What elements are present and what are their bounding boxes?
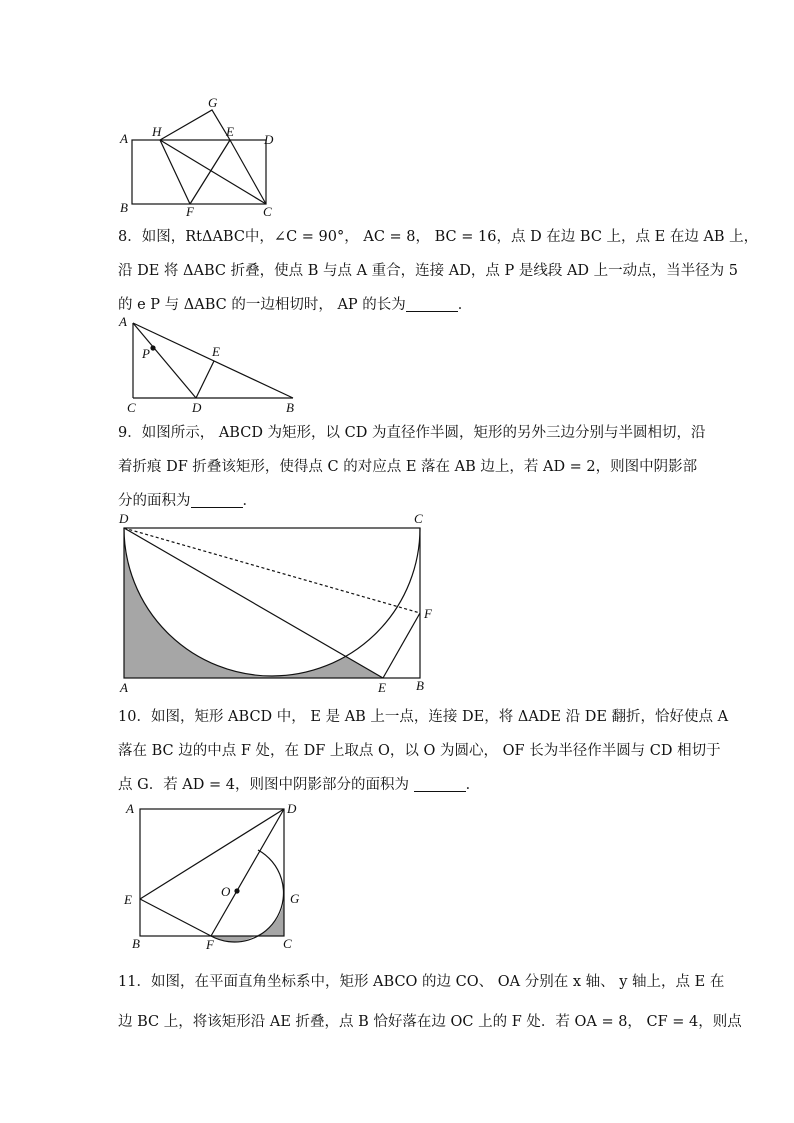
label-c: C <box>283 936 292 951</box>
label-e: E <box>212 344 220 359</box>
q9-line-2: 着折痕 DF 折叠该矩形，使得点 C 的对应点 E 落在 AB 边上，若 AD = 2，则图中阴影部 <box>118 459 698 475</box>
q11-line-1: 11．如图，在平面直角坐标系中，矩形 ABCO 的边 CO、 OA 分别在 x 轴、 y 轴上，点 E 在 <box>118 974 725 990</box>
q9-line-1: 9．如图所示， ABCD 为矩形，以 CD 为直径作半圆，矩形的另外三边分别与半圆相切，沿 <box>118 425 706 441</box>
point-o <box>234 888 239 893</box>
label-f: F <box>206 937 214 952</box>
segment-ef <box>190 140 230 204</box>
label-a: A <box>120 680 128 695</box>
figure-q8 <box>110 314 310 416</box>
label-f: F <box>186 204 194 219</box>
question-9 <box>118 416 706 518</box>
rectangle-abcd <box>132 140 266 204</box>
figure-q10 <box>110 796 310 956</box>
q8-line-3-end: ． <box>457 297 473 313</box>
segment-ec <box>230 140 266 204</box>
segment-ed <box>140 809 284 899</box>
label-c: C <box>263 204 272 219</box>
answer-blank-q10 <box>414 777 466 792</box>
segment-fd <box>211 809 284 936</box>
figure-q7-svg <box>110 94 280 224</box>
q10-line-3-text: 点 G．若 AD = 4，则图中阴影部分的面积为 <box>118 777 414 793</box>
label-g: G <box>290 891 300 906</box>
fold-triangle-hge <box>160 110 230 140</box>
label-a: A <box>120 131 128 146</box>
answer-blank-q9 <box>191 493 243 508</box>
label-o: O <box>221 884 231 899</box>
fold-line-df <box>124 528 420 613</box>
label-g: G <box>208 95 218 110</box>
segment-hc <box>160 140 266 204</box>
label-d: D <box>287 801 297 816</box>
figure-q9 <box>110 508 440 698</box>
figure-q9-svg <box>110 508 440 698</box>
q8-line-2: 沿 DE 将 ΔABC 折叠，使点 B 与点 A 重合，连接 AD，点 P 是线段 AD 上一动点，当半径为 5 <box>118 263 738 279</box>
q10-line-1: 10．如图，矩形 ABCD 中， E 是 AB 上一点，连接 DE，将 ΔADE 沿 DE 翻折，恰好使点 A <box>118 709 729 725</box>
question-11 <box>118 962 742 1042</box>
q9-line-3-end: ． <box>242 493 257 509</box>
label-b: B <box>286 400 294 415</box>
question-10 <box>118 700 729 802</box>
label-d: D <box>264 132 274 147</box>
label-e: E <box>378 680 386 695</box>
label-e: E <box>124 892 132 907</box>
segment-ef <box>383 613 420 678</box>
label-b: B <box>416 678 424 693</box>
label-f: F <box>424 606 432 621</box>
label-c: C <box>414 511 423 526</box>
rectangle-abcd <box>140 809 284 936</box>
q10-line-3-end: ． <box>465 777 481 793</box>
point-p <box>150 345 155 350</box>
label-d: D <box>192 400 202 415</box>
label-b: B <box>132 936 140 951</box>
label-b: B <box>120 200 128 215</box>
shaded-region-corner <box>255 900 284 936</box>
figure-q10-svg <box>110 796 310 956</box>
label-h: H <box>152 124 162 139</box>
q8-line-1: 8．如图，RtΔABC中，∠C = 90°， AC = 8， BC = 16，点 D 在边 BC 上，点 E 在边 AB 上， <box>118 229 759 245</box>
figure-q7 <box>110 94 280 224</box>
segment-ef <box>140 899 211 936</box>
label-p: P <box>142 346 150 361</box>
label-a: A <box>119 314 127 329</box>
segment-ab <box>133 323 293 398</box>
label-e: E <box>226 124 234 139</box>
q9-line-3-text: 分的面积为 <box>118 493 191 509</box>
segment-de <box>196 361 214 398</box>
label-a: A <box>126 801 134 816</box>
label-c: C <box>127 400 136 415</box>
q8-line-3-text: 的 e P 与 ΔABC 的一边相切时， AP 的长为 <box>118 297 406 313</box>
label-d: D <box>119 511 129 526</box>
q11-line-2: 边 BC 上，将该矩形沿 AE 折叠，点 B 恰好落在边 OC 上的 F 处．若 OA = 8， CF = 4，则点 <box>118 1014 742 1030</box>
figure-q8-svg <box>110 314 310 416</box>
q10-line-2: 落在 BC 边的中点 F 处，在 DF 上取点 O，以 O 为圆心， OF 长为半径作半圆与 CD 相切于 <box>118 743 721 759</box>
answer-blank-q8 <box>406 297 458 312</box>
question-8 <box>118 220 759 322</box>
